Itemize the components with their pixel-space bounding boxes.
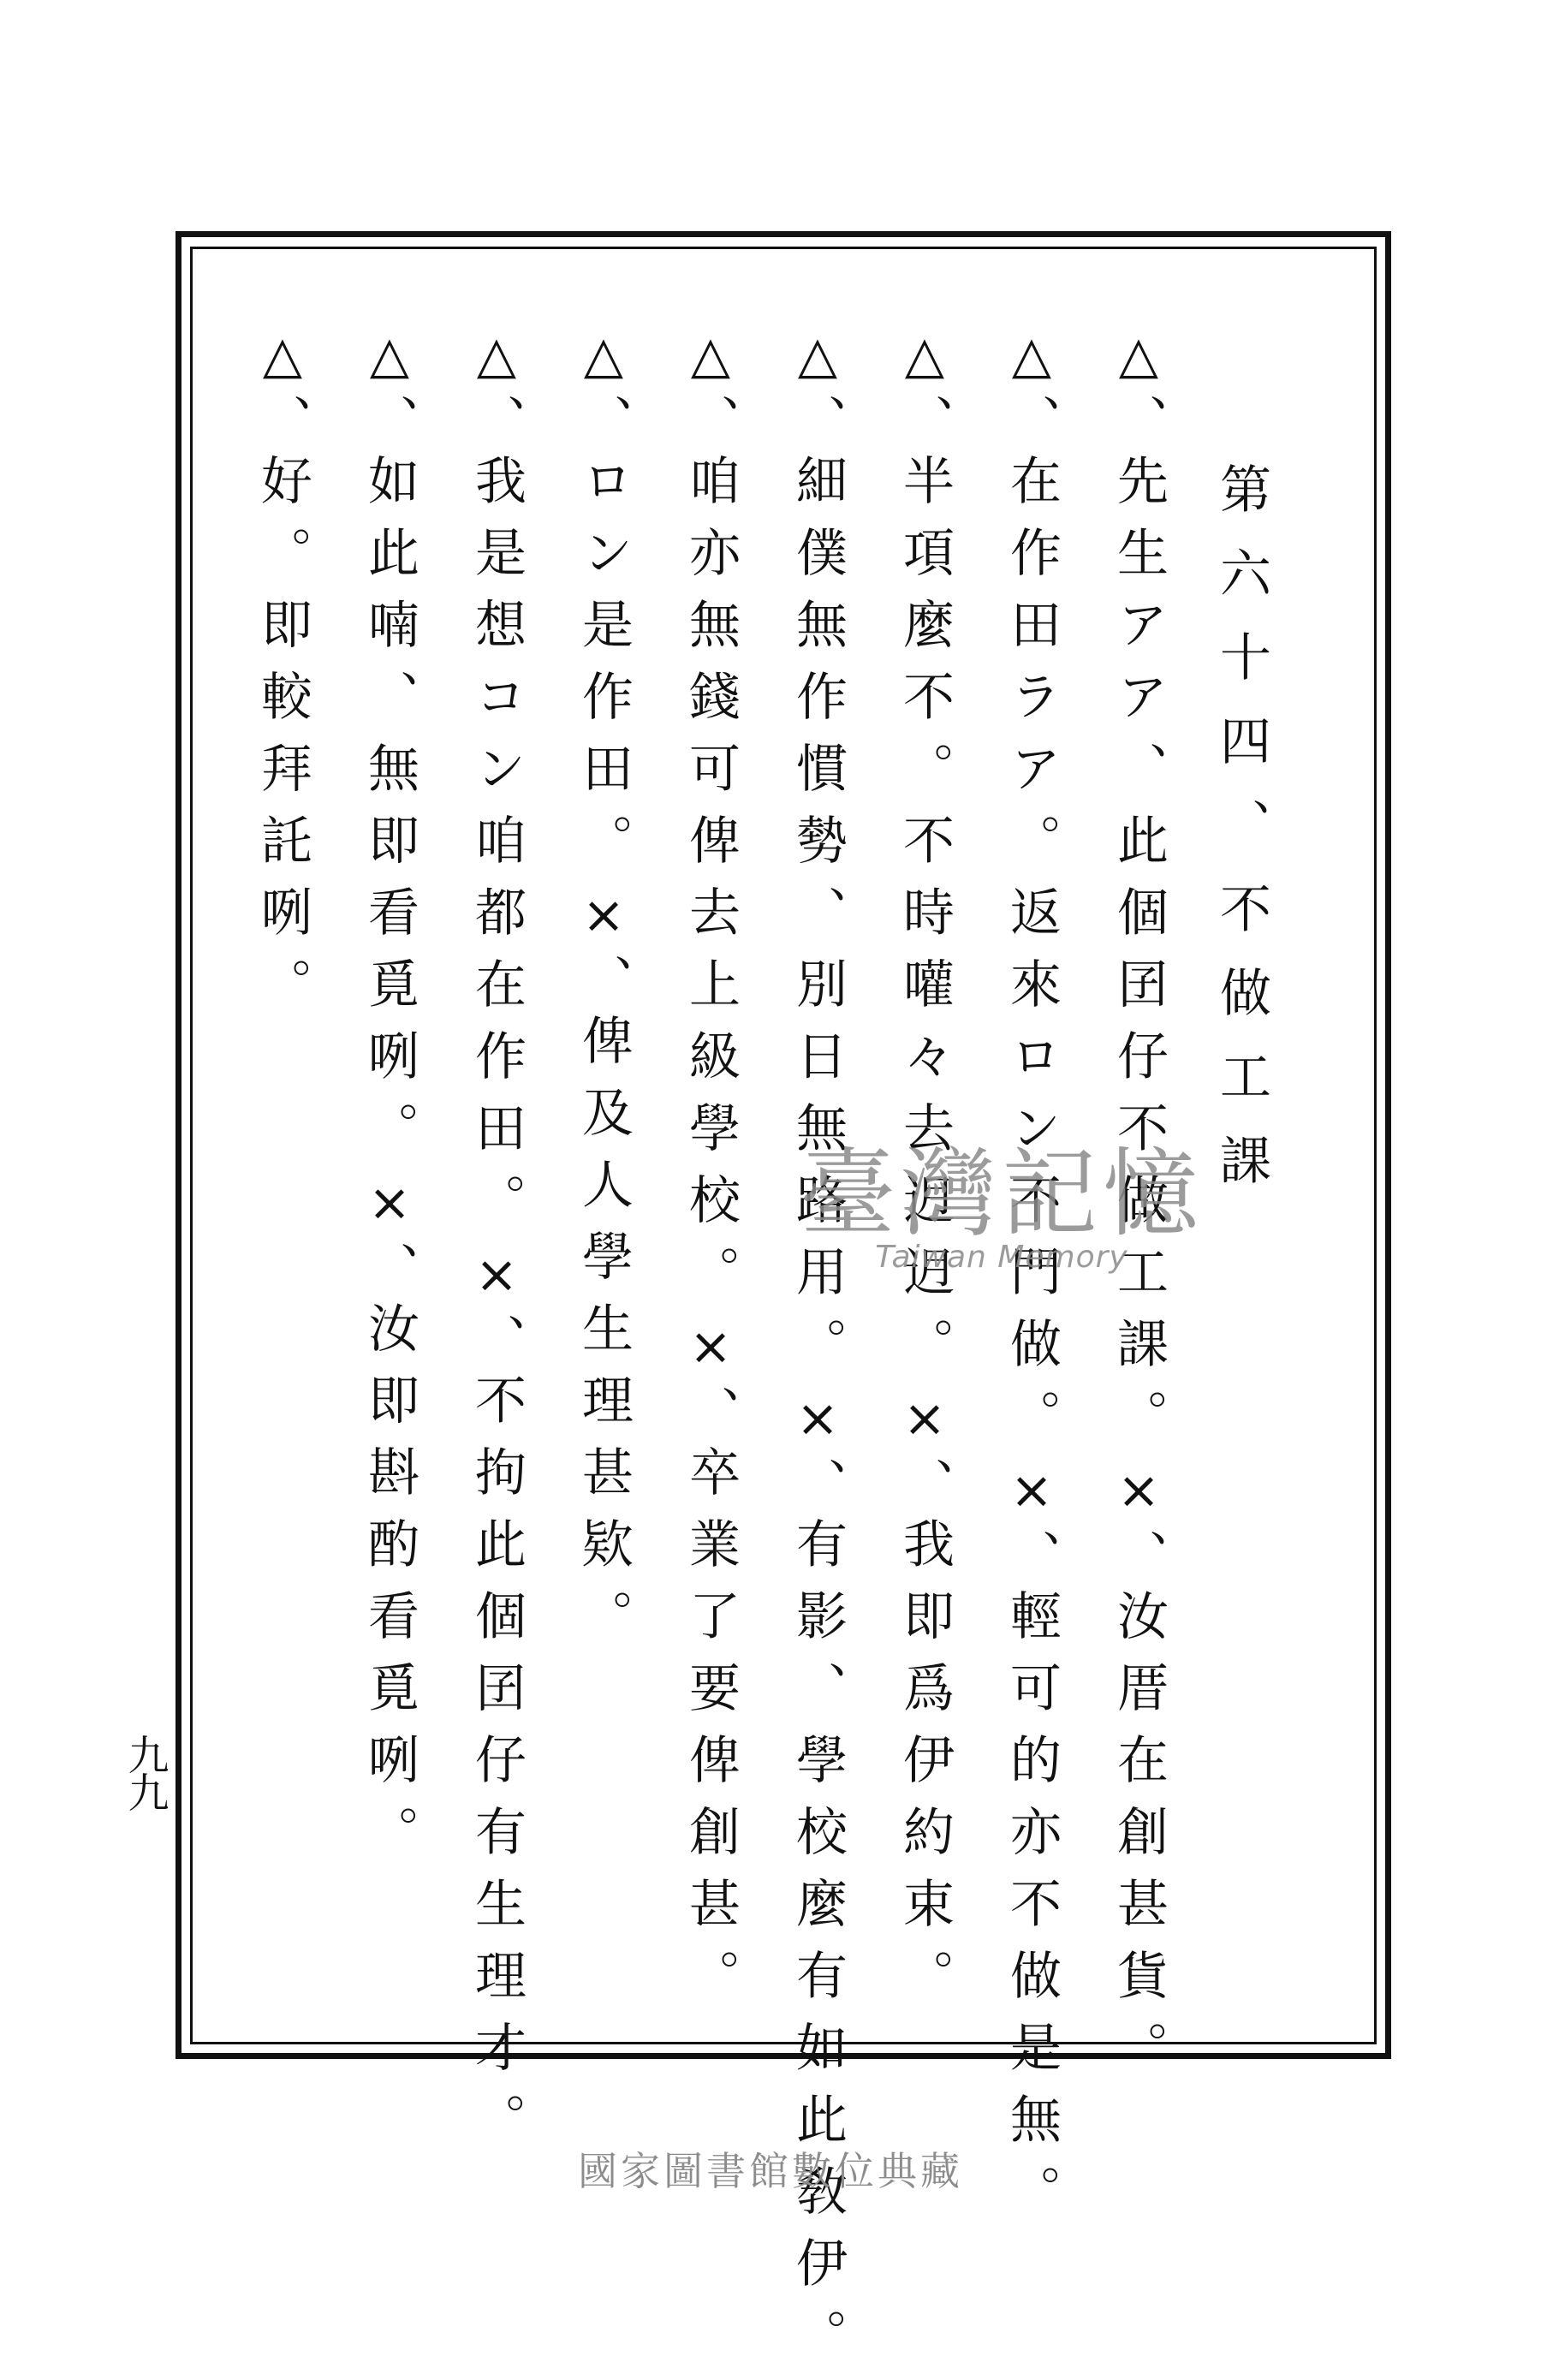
speaker-marker: △、 xyxy=(1109,325,1169,454)
lesson-title: 第六十四、不做工課 xyxy=(1211,462,1271,1217)
speaker-marker: ×、 xyxy=(467,1245,527,1373)
speaker-marker: △、 xyxy=(360,325,419,454)
dialogue-column xyxy=(248,325,317,1029)
speaker-marker: △、 xyxy=(253,325,312,454)
dialogue-line: 我是想コン咱都在作田。 xyxy=(467,454,527,1245)
speaker-marker: ×、 xyxy=(1109,1461,1169,1589)
speaker-marker: ×、 xyxy=(360,1173,419,1301)
speaker-marker: △、 xyxy=(681,325,741,454)
dialogue-line: 汝即斟酌看覓咧。 xyxy=(360,1301,419,1877)
dialogue-column xyxy=(569,325,638,1661)
speaker-marker: △、 xyxy=(1002,325,1062,454)
dialogue-line: 如此喃、無即看覓咧。 xyxy=(360,454,419,1173)
dialogue-column xyxy=(462,325,531,2164)
watermark-chinese: 臺灣記憶 xyxy=(800,1139,1204,1250)
dialogue-line: 細僕無作慣勢、別日無路用。 xyxy=(788,454,848,1389)
speaker-marker: ×、 xyxy=(574,885,634,1014)
speaker-marker: △、 xyxy=(895,325,955,454)
watermark-english: Taiwan Memory xyxy=(875,1240,1128,1275)
dialogue-column xyxy=(997,325,1066,2236)
dialogue-line: 卒業了要俾創甚。 xyxy=(681,1445,741,2020)
speaker-marker: ×、 xyxy=(895,1389,955,1517)
dialogue-line: 咱亦無錢可俾去上級學校。 xyxy=(681,454,741,1317)
speaker-marker: △、 xyxy=(788,325,848,454)
dialogue-line: 不拘此個囝仔有生理才。 xyxy=(467,1373,527,2164)
footer-credit: 國家圖書館數位典藏 xyxy=(578,2148,963,2194)
dialogue-line: 好。即較拜託咧。 xyxy=(253,454,312,1029)
speaker-marker: ×、 xyxy=(1002,1461,1062,1589)
dialogue-line: 半項麼不。不時嚾々去迌迌。 xyxy=(895,454,955,1389)
speaker-marker: △、 xyxy=(574,325,634,454)
dialogue-line: 有影、學校麼有如此敎伊。 xyxy=(788,1517,848,2380)
dialogue-line: 俾及人學生理甚欵。 xyxy=(574,1014,634,1661)
speaker-marker: △、 xyxy=(467,325,527,454)
speaker-marker: ×、 xyxy=(788,1389,848,1517)
dialogue-line: 輕可的亦不做是無。 xyxy=(1002,1589,1062,2236)
speaker-marker: ×、 xyxy=(681,1317,741,1445)
dialogue-line: 在作田ラア。返來ロン不門做。 xyxy=(1002,454,1062,1461)
dialogue-column xyxy=(676,325,745,2020)
dialogue-line: ロン是作田。 xyxy=(574,454,634,885)
dialogue-column xyxy=(355,325,424,1877)
watermark-logo xyxy=(762,1117,1241,1275)
dialogue-line: 我即爲伊約束。 xyxy=(895,1517,955,2020)
page-number: 九九 xyxy=(121,1734,169,1809)
dialogue-line: 汝厝在創甚貨。 xyxy=(1109,1589,1169,2092)
dialogue-line: 先生アア、此個囝仔不做工課。 xyxy=(1109,454,1169,1461)
dialogue-column xyxy=(783,325,852,2380)
